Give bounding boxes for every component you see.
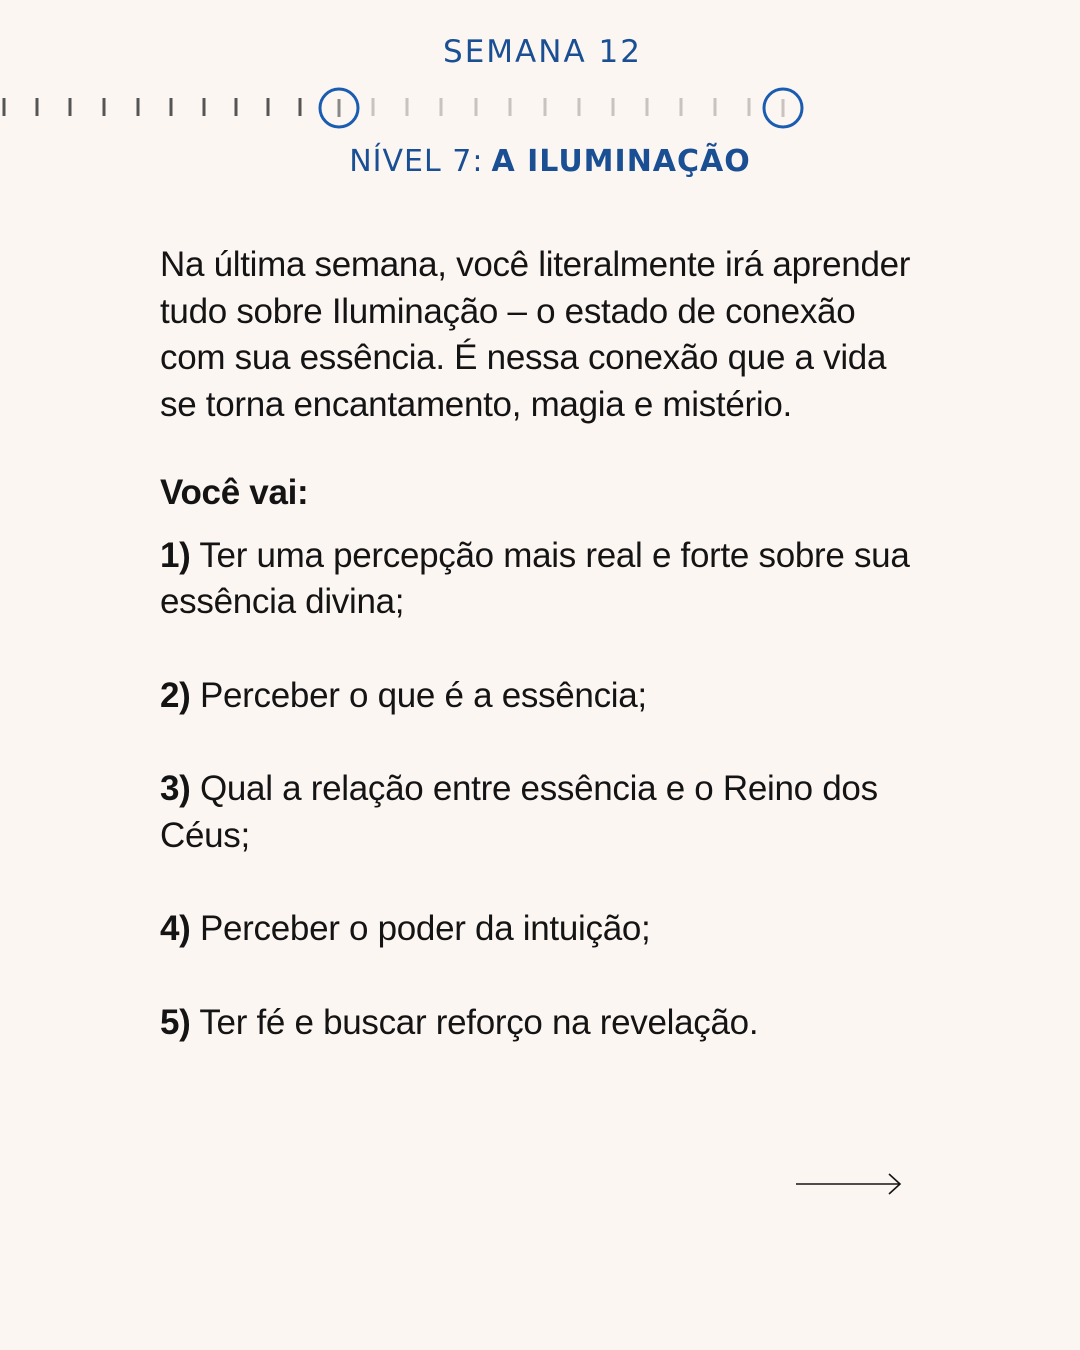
week-label: SEMANA 12	[443, 34, 642, 70]
item-number: 3)	[160, 769, 191, 808]
past-weeks-ticks	[4, 98, 300, 116]
item-number: 5)	[160, 1002, 191, 1042]
main-content	[160, 242, 930, 1093]
item-number: 2)	[160, 675, 191, 715]
level-heading	[0, 144, 1080, 179]
item-text: Perceber o poder da intuição;	[199, 909, 651, 948]
item-text: Qual a relação entre essência e o Reino dos Céus;	[160, 769, 878, 855]
end-marker-icon	[764, 89, 802, 127]
item-text: Ter uma percepção mais real e forte sobre sua essência divina;	[160, 535, 910, 621]
progress-timeline	[0, 86, 1080, 130]
level-title: A ILUMINAÇÃO	[491, 144, 751, 179]
list-item	[160, 533, 930, 626]
item-text: Ter fé e buscar reforço na revelação.	[199, 1002, 759, 1042]
intro-paragraph: Na última semana, você literalmente irá aprender tudo sobre Iluminação – o estado de conexão com sua essência. É nessa conexão que a vida se torna encantamento, magia e mistério.	[160, 245, 911, 424]
list-item	[160, 906, 930, 953]
item-number: 4)	[160, 909, 191, 948]
list-item	[160, 1000, 930, 1047]
list-heading: Você vai:	[160, 473, 309, 512]
item-text: Perceber o que é a essência;	[199, 675, 647, 715]
list-item	[160, 673, 930, 720]
level-prefix: NÍVEL 7:	[349, 144, 484, 179]
week-marker-icon	[320, 89, 358, 127]
arrow-right-icon[interactable]	[792, 1168, 904, 1200]
item-number: 1)	[160, 535, 191, 575]
list-item	[160, 766, 930, 859]
future-weeks-ticks	[373, 98, 749, 116]
